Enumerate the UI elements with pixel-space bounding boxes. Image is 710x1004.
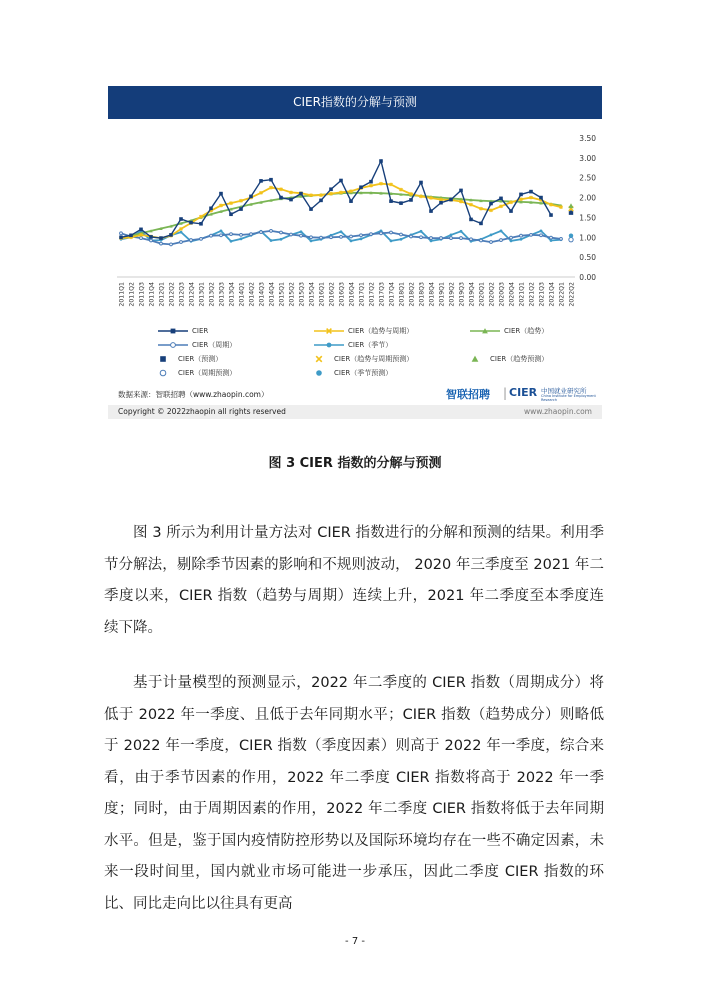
data-point: [179, 217, 183, 221]
x-tick-label: 2021Q4: [548, 282, 556, 307]
x-tick-label: 2019Q3: [458, 282, 466, 307]
data-point: [200, 237, 203, 240]
y-tick-label: 3.50: [579, 134, 596, 143]
data-point: [220, 204, 223, 207]
data-point: [260, 231, 263, 234]
data-point: [199, 222, 203, 226]
data-point: [410, 235, 413, 238]
x-tick-label: 2016Q2: [328, 282, 336, 307]
cier-logo-subtitle: 中国就业研究所: [541, 387, 587, 395]
data-point: [420, 236, 423, 239]
data-point: [380, 232, 383, 235]
body-paragraph-2: 基于计量模型的预测显示，2022 年二季度的 CIER 指数（周期成分）将低于 2022 年一季度、且低于去年同期水平；CIER 指数（趋势成分）则略低于 2022 年一季度，CIER 指数（季度因素）则高于 2022 年一季度，综合来看，由于季节因素的作用，2022 年二季度 CIER 指数将高于 2022 年一季度；同时，由于周期因素的作用，2022 年二季度 CIER 指数将低于去年同期水平。但是，鉴于国内疫情防控形势以及国际环境均存在一些不确定因素，未来一段时间里，国内就业市场可能进一步承压，因此二季度 CIER 指数的环比、同比走向比以往具有更高: [104, 675, 604, 912]
x-tick-label: 2011Q2: [128, 282, 136, 307]
legend-marker: [316, 356, 322, 362]
website-link[interactable]: www.zhaopin.com: [524, 407, 592, 416]
legend-label: CIER（趋势与周期预测）: [334, 355, 414, 363]
data-point: [340, 191, 343, 194]
x-tick-label: 2017Q1: [358, 282, 366, 307]
cier-decomposition-chart: [108, 120, 602, 326]
data-point: [479, 222, 483, 226]
data-point: [280, 188, 283, 191]
data-point: [319, 199, 323, 203]
body-paragraph-1: 图 3 所示为利用计量方法对 CIER 指数进行的分解和预测的结果。利用季节分解法，剔除季节因素的影响和不规则波动， 2020 年三季度至 2021 年二季度以来，CIER 指数（趋势与周期）连续上升，2021 年二季度至本季度连续下降。: [104, 525, 604, 636]
data-point: [500, 230, 503, 233]
data-point: [280, 231, 283, 234]
data-point: [400, 238, 403, 241]
data-point: [470, 203, 473, 206]
x-tick-label: 2022Q2: [568, 282, 576, 307]
data-point: [310, 239, 313, 242]
x-tick-label: 2020Q1: [478, 282, 486, 307]
data-point: [320, 236, 323, 239]
data-point: [519, 193, 523, 197]
data-point: [219, 192, 223, 196]
data-point: [309, 207, 313, 211]
x-tick-label: 2020Q4: [508, 282, 516, 307]
x-tick-label: 2012Q1: [158, 282, 166, 307]
data-point: [270, 186, 273, 189]
x-tick-label: 2019Q2: [448, 282, 456, 307]
legend-swatch: [158, 340, 188, 350]
data-point: [119, 235, 123, 239]
x-tick-label: 2011Q3: [138, 282, 146, 307]
forecast-point: [569, 237, 573, 241]
data-point: [370, 184, 373, 187]
figure-caption: 图 3 CIER 指数的分解与预测: [268, 456, 442, 471]
data-point: [240, 234, 243, 237]
data-point: [330, 236, 333, 239]
legend-swatch: [470, 326, 500, 336]
data-point: [490, 209, 493, 212]
x-tick-label: 2012Q2: [168, 282, 176, 307]
data-point: [489, 202, 493, 206]
data-point: [419, 181, 423, 185]
forecast-point: [569, 233, 573, 237]
data-point: [400, 233, 403, 236]
data-point: [230, 202, 233, 205]
data-point: [160, 242, 163, 245]
data-point: [550, 203, 553, 206]
data-point: [460, 230, 463, 233]
y-tick-label: 2.50: [579, 173, 596, 183]
data-point: [239, 207, 243, 211]
data-point: [280, 238, 283, 241]
x-tick-label: 2017Q2: [368, 282, 376, 307]
legend-label: CIER（季节预测）: [334, 369, 393, 377]
data-point: [180, 228, 183, 231]
data-point: [299, 192, 303, 196]
data-point: [209, 206, 213, 210]
legend-swatch: [314, 326, 344, 336]
data-point: [480, 239, 483, 242]
copyright-row: [108, 405, 602, 419]
data-point: [190, 239, 193, 242]
data-point: [340, 235, 343, 238]
data-point: [250, 233, 253, 236]
x-tick-label: 2014Q2: [248, 282, 256, 307]
data-point: [360, 237, 363, 240]
legend-marker: [327, 343, 332, 348]
logo-divider: |: [503, 386, 508, 400]
legend-swatch: [314, 340, 344, 350]
data-point: [500, 205, 503, 208]
data-point: [460, 200, 463, 203]
legend-marker: [160, 356, 166, 362]
data-point: [449, 198, 453, 202]
data-point: [520, 238, 523, 241]
data-point: [139, 228, 143, 232]
data-point: [350, 235, 353, 238]
x-tick-label: 2021Q1: [518, 282, 526, 307]
data-point: [300, 230, 303, 233]
data-point: [470, 238, 473, 241]
data-point: [390, 183, 393, 186]
x-tick-label: 2018Q1: [398, 282, 406, 307]
data-point: [560, 206, 563, 209]
x-tick-label: 2020Q2: [488, 282, 496, 307]
data-point: [450, 234, 453, 237]
source-row: [108, 386, 602, 402]
data-point: [469, 218, 473, 222]
data-point: [499, 197, 503, 201]
x-tick-label: 2013Q3: [218, 282, 226, 307]
data-point: [240, 199, 243, 202]
data-point: [339, 179, 343, 183]
x-tick-label: 2018Q3: [418, 282, 426, 307]
y-tick-label: 3.00: [579, 153, 596, 163]
x-tick-label: 2016Q4: [348, 282, 356, 307]
data-point: [420, 195, 423, 198]
data-point: [359, 185, 363, 189]
legend-label: CIER（季节）: [348, 341, 393, 349]
x-tick-label: 2012Q3: [178, 282, 186, 307]
data-point: [230, 233, 233, 236]
x-tick-label: 2013Q4: [228, 282, 236, 307]
page-number: - 7 -: [345, 936, 365, 947]
y-tick-label: 1.00: [579, 233, 596, 243]
data-point: [230, 240, 233, 243]
data-point: [220, 230, 223, 233]
data-point: [409, 198, 413, 202]
data-point: [120, 232, 123, 235]
data-point: [430, 197, 433, 200]
data-point: [550, 236, 553, 239]
y-tick-label: 0.50: [579, 253, 596, 263]
data-point: [410, 193, 413, 196]
figure-frame: [108, 86, 602, 422]
data-point: [369, 180, 373, 184]
x-tick-label: 2015Q1: [278, 282, 286, 307]
data-point: [350, 190, 353, 193]
data-point: [210, 234, 213, 237]
x-tick-label: 2015Q3: [298, 282, 306, 307]
x-tick-label: 2015Q2: [288, 282, 296, 307]
x-tick-label: 2012Q4: [188, 282, 196, 307]
data-point: [490, 234, 493, 237]
data-point: [510, 201, 513, 204]
data-point: [440, 198, 443, 201]
legend-label: CIER: [192, 327, 209, 335]
copyright-text: Copyright © 2022zhaopin all rights reserved: [118, 407, 286, 416]
data-point: [509, 209, 513, 213]
y-tick-label: 1.50: [579, 213, 596, 223]
data-point: [180, 231, 183, 234]
data-point: [279, 196, 283, 200]
data-point: [379, 159, 383, 163]
legend-marker: [316, 370, 322, 376]
data-point: [310, 236, 313, 239]
data-point: [420, 230, 423, 233]
data-point: [510, 239, 513, 242]
data-point: [149, 235, 153, 239]
figure-title-bar: CIER指数的分解与预测: [108, 86, 602, 119]
x-tick-label: 2016Q1: [318, 282, 326, 307]
legend-label: CIER（趋势与周期）: [348, 327, 414, 335]
data-point: [290, 233, 293, 236]
legend-label: CIER（周期预测）: [178, 369, 237, 377]
data-point: [400, 188, 403, 191]
data-point: [259, 179, 263, 183]
data-point: [549, 213, 553, 217]
data-point: [159, 236, 163, 240]
data-point: [540, 230, 543, 233]
x-tick-label: 2020Q3: [498, 282, 506, 307]
data-point: [540, 234, 543, 237]
data-point: [560, 237, 563, 240]
x-tick-label: 2021Q2: [528, 282, 536, 307]
data-point: [390, 239, 393, 242]
x-tick-label: 2017Q4: [388, 282, 396, 307]
data-point: [530, 234, 533, 237]
legend-label: CIER（趋势预测）: [490, 355, 549, 363]
data-point: [459, 189, 463, 193]
legend-marker: [160, 370, 166, 376]
data-point: [340, 230, 343, 233]
data-point: [329, 187, 333, 191]
data-point: [150, 239, 153, 242]
x-tick-label: 2018Q4: [428, 282, 436, 307]
data-point: [129, 234, 133, 238]
data-point: [240, 237, 243, 240]
data-point: [270, 239, 273, 242]
data-point: [330, 192, 333, 195]
data-point: [189, 221, 193, 225]
cier-logo: CIER: [509, 386, 538, 399]
data-point: [270, 230, 273, 233]
data-point: [300, 234, 303, 237]
data-point: [290, 191, 293, 194]
legend-marker: [472, 356, 479, 362]
data-point: [349, 199, 353, 203]
data-point: [360, 234, 363, 237]
data-point: [520, 234, 523, 237]
x-tick-label: 2014Q3: [258, 282, 266, 307]
data-point: [260, 191, 263, 194]
data-point: [169, 233, 173, 237]
data-point: [350, 239, 353, 242]
x-tick-label: 2022Q1: [558, 282, 566, 307]
x-tick-label: 2021Q3: [538, 282, 546, 307]
data-point: [370, 233, 373, 236]
y-tick-label: 0.00: [579, 273, 596, 282]
data-point: [140, 234, 143, 237]
data-point: [530, 196, 533, 199]
x-tick-label: 2017Q3: [378, 282, 386, 307]
data-point: [170, 243, 173, 246]
data-point: [500, 239, 503, 242]
forecast-point: [568, 203, 573, 208]
data-point: [529, 190, 533, 194]
data-point: [289, 198, 293, 202]
data-point: [320, 194, 323, 197]
legend-label: CIER（预测）: [178, 355, 223, 363]
data-point: [180, 241, 183, 244]
x-tick-label: 2019Q4: [468, 282, 476, 307]
data-point: [249, 195, 253, 199]
data-point: [429, 209, 433, 213]
data-point: [390, 231, 393, 234]
x-tick-label: 2016Q3: [338, 282, 346, 307]
x-tick-label: 2013Q1: [198, 282, 206, 307]
data-point: [229, 212, 233, 216]
x-tick-label: 2018Q2: [408, 282, 416, 307]
data-point: [399, 201, 403, 205]
chart-legend: [108, 326, 602, 386]
data-point: [440, 237, 443, 240]
data-point: [380, 182, 383, 185]
data-point: [439, 201, 443, 205]
y-tick-label: 2.00: [579, 193, 596, 203]
data-point: [430, 237, 433, 240]
data-point: [389, 199, 393, 203]
x-tick-label: 2011Q4: [148, 282, 156, 307]
legend-marker: [171, 329, 176, 334]
x-tick-label: 2015Q4: [308, 282, 316, 307]
legend-label: CIER（周期）: [192, 341, 237, 349]
data-point: [490, 241, 493, 244]
data-point: [520, 198, 523, 201]
data-point: [450, 237, 453, 240]
data-point: [269, 178, 273, 182]
data-point: [200, 215, 203, 218]
x-tick-label: 2014Q4: [268, 282, 276, 307]
x-tick-label: 2014Q1: [238, 282, 246, 307]
x-tick-label: 2011Q1: [118, 282, 126, 307]
data-point: [510, 236, 513, 239]
x-tick-label: 2019Q1: [438, 282, 446, 307]
x-tick-label: 2013Q2: [208, 282, 216, 307]
data-point: [220, 234, 223, 237]
legend-marker: [171, 343, 176, 348]
cier-logo-english: China Institute for Employment Research: [541, 394, 596, 402]
data-point: [480, 207, 483, 210]
legend-label: CIER（趋势）: [504, 327, 549, 335]
data-point: [140, 237, 143, 240]
legend-swatch: [158, 326, 188, 336]
data-source-text: 数据来源：智联招聘（www.zhaopin.com）: [118, 390, 269, 399]
data-point: [460, 237, 463, 240]
data-point: [310, 194, 313, 197]
zhaopin-logo: 智联招聘: [446, 388, 490, 401]
data-point: [539, 196, 543, 200]
